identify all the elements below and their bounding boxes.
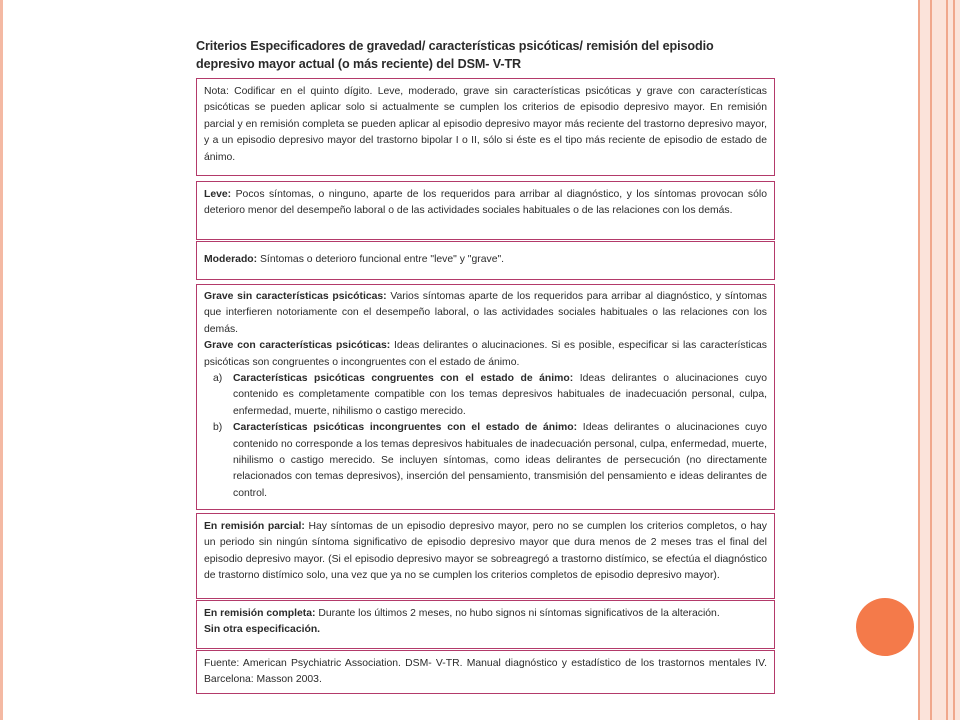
moderado-paragraph <box>204 252 767 268</box>
slide-frame-stripe <box>918 0 920 720</box>
item-b-label: Características psicóticas incongruentes con el estado de ánimo: <box>233 422 578 434</box>
leve-box <box>196 181 775 240</box>
item-a-label: Características psicóticas congruentes con el estado de ánimo: <box>233 373 574 385</box>
parcial-text: Hay síntomas de un episodio depresivo mayor, pero no se cumplen los criterios completos, o hay un periodo sin ningún síntoma significativo de episodio depresivo mayor que dura menos de 2 meses tras el final del episodio depresivo mayor. (Si el episodio depresivo mayor se sobreagregó a trastorno distímico, se efectúa el diagnóstico de trastorno distímico solo, una vez que ya no se cumplen los criterios completos de episodio depresivo mayor). <box>204 521 767 582</box>
grave-con-label: Grave con características psicóticas: <box>204 340 391 352</box>
otra-paragraph <box>204 622 767 638</box>
item-a-body <box>233 371 767 420</box>
grave-con-paragraph <box>204 338 767 371</box>
grave-sin-label: Grave sin características psicóticas: <box>204 291 387 302</box>
fuente-box <box>196 650 775 694</box>
grave-sin-text: Varios síntomas aparte de los requeridos para arribar al diagnóstico, y síntomas que interfieren notoriamente con el desempeño laboral, o las actividades sociales habituales o las relaciones con los demás. <box>204 291 767 335</box>
heading-line-2: depresivo mayor actual (o más reciente) del DSM- V-TR <box>196 57 522 71</box>
slide-frame-stripe <box>953 0 955 720</box>
moderado-label: Moderado: <box>204 254 258 265</box>
slide-frame-stripe <box>930 0 932 720</box>
item-a-text: Ideas delirantes o alucinaciones cuyo contenido es completamente compatible con los temas depresivos habituales de inadecuación personal, culpa, enfermedad, muerte, nihilismo o castigo merecido. <box>233 373 767 417</box>
grave-sin-paragraph <box>204 289 767 338</box>
document-heading <box>196 37 776 73</box>
remision-completa-box <box>196 600 775 649</box>
grave-item-b <box>204 420 767 502</box>
completa-label: En remisión completa: <box>204 608 316 619</box>
grave-box <box>196 284 775 510</box>
slide-frame-stripe <box>946 0 948 720</box>
completa-paragraph <box>204 606 767 622</box>
slide-frame-left <box>0 0 3 720</box>
leve-label: Leve: <box>204 189 232 200</box>
accent-circle <box>856 598 914 656</box>
item-b-marker: b) <box>213 422 223 434</box>
parcial-paragraph <box>204 519 767 585</box>
grave-item-a <box>204 371 767 420</box>
otra-label: Sin otra especificación. <box>204 624 321 636</box>
item-b-body <box>233 420 767 502</box>
nota-text: Nota: Codificar en el quinto dígito. Leve, moderado, grave sin características psicóticas y grave con características psicóticas se pueden aplicar solo si actualmente se cumplen los criterios de episodio depresivo mayor. En remisión parcial y en remisión completa se pueden aplicar al episodio depresivo mayor más reciente del trastorno depresivo mayor, y a un episodio depresivo mayor del trastorno bipolar I o II, sólo si éste es el tipo más reciente de episodio de estado de ánimo. <box>204 86 767 163</box>
fuente-text: Fuente: American Psychiatric Association. DSM- V-TR. Manual diagnóstico y estadístico de los trastornos mentales IV. Barcelona: Masson 2003. <box>204 658 767 686</box>
grave-con-text: Ideas delirantes o alucinaciones. Si es posible, especificar si las características psicóticas son congruentes o incongruentes con el estado de ánimo. <box>204 340 767 368</box>
remision-parcial-box <box>196 513 775 599</box>
nota-box <box>196 78 775 176</box>
heading-line-1: Criterios Especificadores de gravedad/ características psicóticas/ remisión del episodio <box>196 39 714 53</box>
item-a-marker: a) <box>213 373 223 385</box>
parcial-label: En remisión parcial: <box>204 521 305 532</box>
moderado-box <box>196 241 775 280</box>
leve-text: Pocos síntomas, o ninguno, aparte de los requeridos para arribar al diagnóstico, y los síntomas provocan sólo deterioro menor del desempeño laboral o de las actividades sociales habituales o de las relaciones con los demás. <box>204 189 767 217</box>
item-b-text: Ideas delirantes o alucinaciones cuyo contenido no corresponde a los temas depresivos habituales de inadecuación personal, culpa, enfermedad, muerte, nihilismo o castigo merecido. Se incluyen síntomas, como ideas delirantes de persecución (no directamente relacionados con temas depresivos), inserción del pensamiento, transmisión del pensamiento e ideas delirantes de control. <box>233 422 767 499</box>
moderado-text: Síntomas o deterioro funcional entre "leve" y "grave". <box>257 254 505 265</box>
completa-text: Durante los últimos 2 meses, no hubo signos ni síntomas significativos de la alteración. <box>315 608 720 619</box>
leve-paragraph <box>204 187 767 220</box>
